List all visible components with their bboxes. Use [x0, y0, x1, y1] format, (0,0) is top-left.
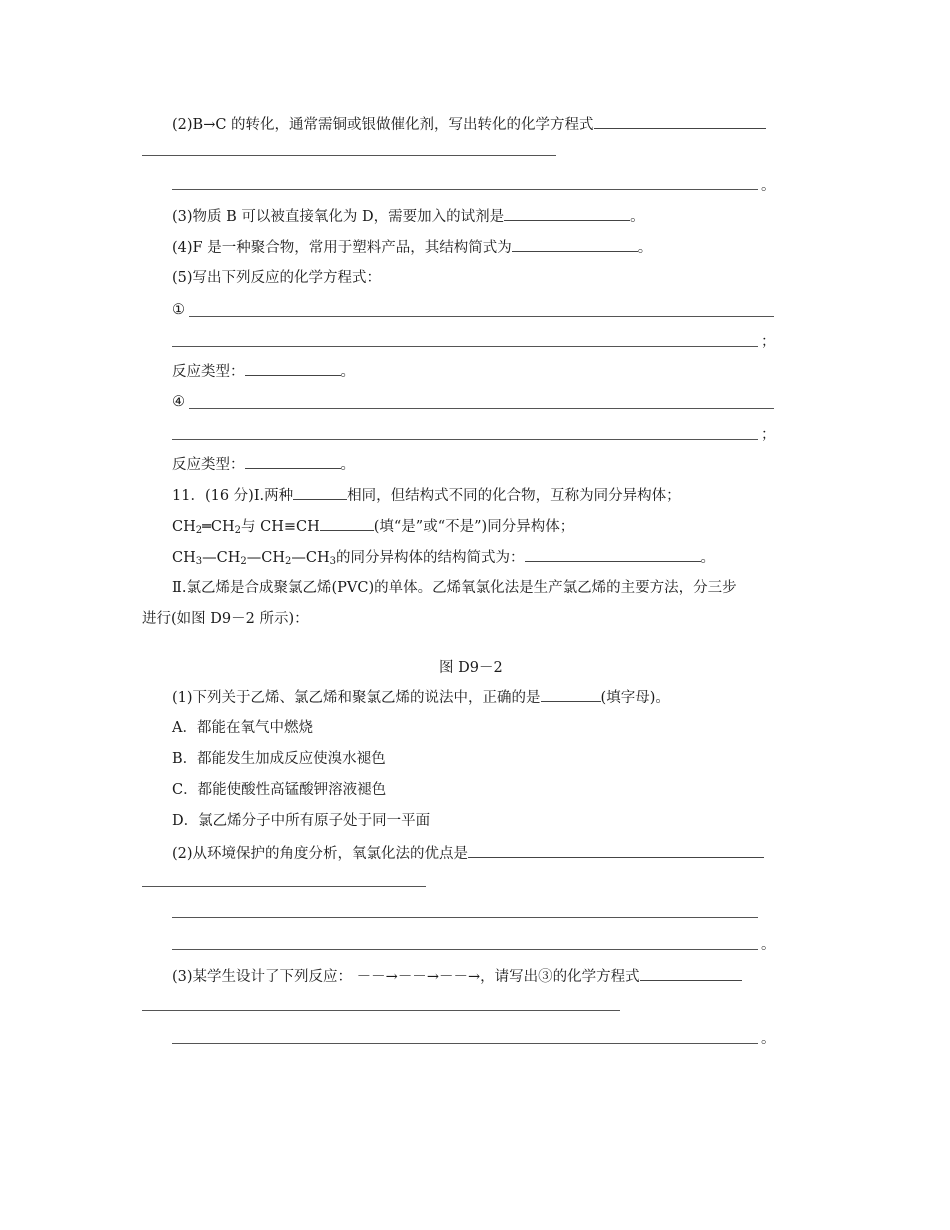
part-2-line-1: Ⅱ.氯乙烯是合成聚氯乙烯(PVC)的单体。乙烯氧氯化法是生产氯乙烯的主要方法，分三步 — [172, 580, 737, 596]
reaction-type-label: 反应类型： — [172, 457, 245, 473]
question-11-line-3 — [172, 547, 715, 568]
sub-question-3-end: 。 — [761, 1031, 776, 1047]
double-bond: ═ — [202, 519, 211, 535]
reaction-type-label: 反应类型： — [172, 364, 245, 380]
reaction-type-end: 。 — [340, 364, 355, 380]
question-11-text: 的同分异构体的结构简式为： — [336, 550, 525, 566]
subscript: 2 — [285, 556, 292, 567]
answer-line[interactable] — [172, 917, 758, 918]
question-4-text: (4)F 是一种聚合物，常用于塑料产品，其结构简式为 — [172, 240, 512, 256]
answer-line[interactable] — [189, 316, 774, 317]
part-2-line-2: 进行(如图 D9－2 所示)： — [142, 611, 309, 627]
sub-question-2-line — [172, 843, 764, 864]
sub-question-2-end: 。 — [761, 937, 776, 953]
subscript: 3 — [195, 556, 203, 567]
reaction-4-end: ； — [761, 427, 776, 443]
question-3-text: (3)物质 B 可以被直接氧化为 D，需要加入的试剂是 — [172, 209, 505, 225]
arrow-icon: → — [426, 969, 439, 985]
arrow-dash: －－ — [438, 969, 468, 985]
question-2-line — [172, 114, 766, 135]
answer-blank[interactable] — [468, 843, 764, 858]
answer-line[interactable] — [172, 949, 758, 950]
question-11-text: 相同，但结构式不同的化合物，互称为同分异构体； — [347, 488, 681, 504]
single-bond: — — [202, 550, 217, 566]
reaction-4-type — [172, 454, 355, 475]
arrow-dash: －－ — [356, 969, 386, 985]
question-2-text: (2)B→C 的转化，通常需铜或银做催化剂，写出转化的化学方程式 — [172, 117, 594, 133]
sub-question-2-text: (2)从环境保护的角度分析，氧氯化法的优点是 — [172, 846, 469, 862]
reaction-1-end: ； — [761, 334, 776, 350]
answer-line[interactable] — [142, 886, 426, 887]
figure-caption: 图 D9－2 — [439, 660, 503, 676]
answer-line[interactable] — [142, 1010, 620, 1011]
sub-question-3-text: (3)某学生设计了下列反应： — [172, 969, 353, 985]
question-11-line-2 — [172, 516, 574, 537]
reaction-arrow-3 — [439, 967, 480, 987]
option-c[interactable]: C．都能使酸性高锰酸钾溶液褪色 — [172, 782, 387, 798]
answer-line[interactable] — [172, 1043, 758, 1044]
sub-question-1-text: (1)下列关于乙烯、氯乙烯和聚氯乙烯的说法中，正确的是 — [172, 690, 541, 706]
formula-text: CH — [305, 550, 330, 566]
reaction-1-type — [172, 361, 355, 382]
question-11-line-1 — [172, 485, 681, 506]
reaction-arrow-1 — [357, 967, 398, 987]
answer-line[interactable] — [189, 408, 774, 409]
answer-line[interactable] — [142, 155, 556, 156]
single-bond: — — [246, 550, 262, 566]
question-3-end: 。 — [630, 209, 645, 225]
question-5-text: (5)写出下列反应的化学方程式： — [172, 270, 382, 286]
question-2-end: 。 — [761, 178, 776, 194]
sub-question-3-line — [172, 966, 742, 987]
sub-question-3-text: ，请写出③的化学方程式 — [480, 969, 640, 985]
arrow-icon: → — [467, 969, 481, 985]
formula-text: CH — [172, 519, 196, 535]
question-11-text: (填“是”或“不是”)同分异构体； — [373, 519, 575, 535]
option-a[interactable]: A．都能在氧气中燃烧 — [172, 720, 313, 736]
question-3-line — [172, 206, 645, 227]
single-bond: — — [291, 550, 306, 566]
reaction-1-marker: ① — [172, 302, 185, 318]
reaction-arrow-2 — [398, 967, 439, 987]
question-4-end: 。 — [637, 240, 653, 256]
answer-line[interactable] — [172, 346, 758, 347]
reaction-type-end: 。 — [340, 457, 355, 473]
reaction-4-marker: ④ — [172, 394, 185, 410]
answer-blank[interactable] — [594, 114, 766, 129]
formula-text: CH — [261, 550, 285, 566]
formula-text: CH — [216, 550, 241, 566]
formula-text: 与 CH≡CH — [240, 519, 320, 535]
subscript: 3 — [329, 556, 336, 567]
answer-blank[interactable] — [504, 206, 630, 221]
question-4-line — [172, 237, 652, 258]
option-b[interactable]: B．都能发生加成反应使溴水褪色 — [172, 751, 386, 767]
answer-line[interactable] — [172, 189, 758, 190]
sub-question-1-text: (填字母)。 — [600, 690, 670, 706]
answer-blank[interactable] — [320, 516, 374, 531]
formula-text: CH — [172, 550, 196, 566]
answer-blank[interactable] — [640, 966, 742, 981]
answer-blank[interactable] — [512, 237, 638, 252]
option-d[interactable]: D．氯乙烯分子中所有原子处于同一平面 — [172, 813, 431, 829]
answer-blank[interactable] — [245, 361, 341, 376]
question-11-text: 11．(16 分)Ⅰ.两种 — [172, 488, 294, 504]
question-11-end: 。 — [700, 550, 715, 566]
subscript: 2 — [234, 525, 241, 536]
sub-question-1-line — [172, 687, 670, 708]
subscript: 2 — [195, 525, 203, 536]
formula-text: CH — [210, 519, 235, 535]
subscript: 2 — [240, 556, 247, 567]
arrow-dash: －－ — [397, 969, 427, 985]
answer-blank[interactable] — [245, 454, 341, 469]
answer-blank[interactable] — [293, 485, 347, 500]
answer-line[interactable] — [172, 439, 758, 440]
answer-blank[interactable] — [525, 547, 701, 562]
arrow-icon: → — [385, 969, 398, 985]
answer-blank[interactable] — [541, 687, 601, 702]
